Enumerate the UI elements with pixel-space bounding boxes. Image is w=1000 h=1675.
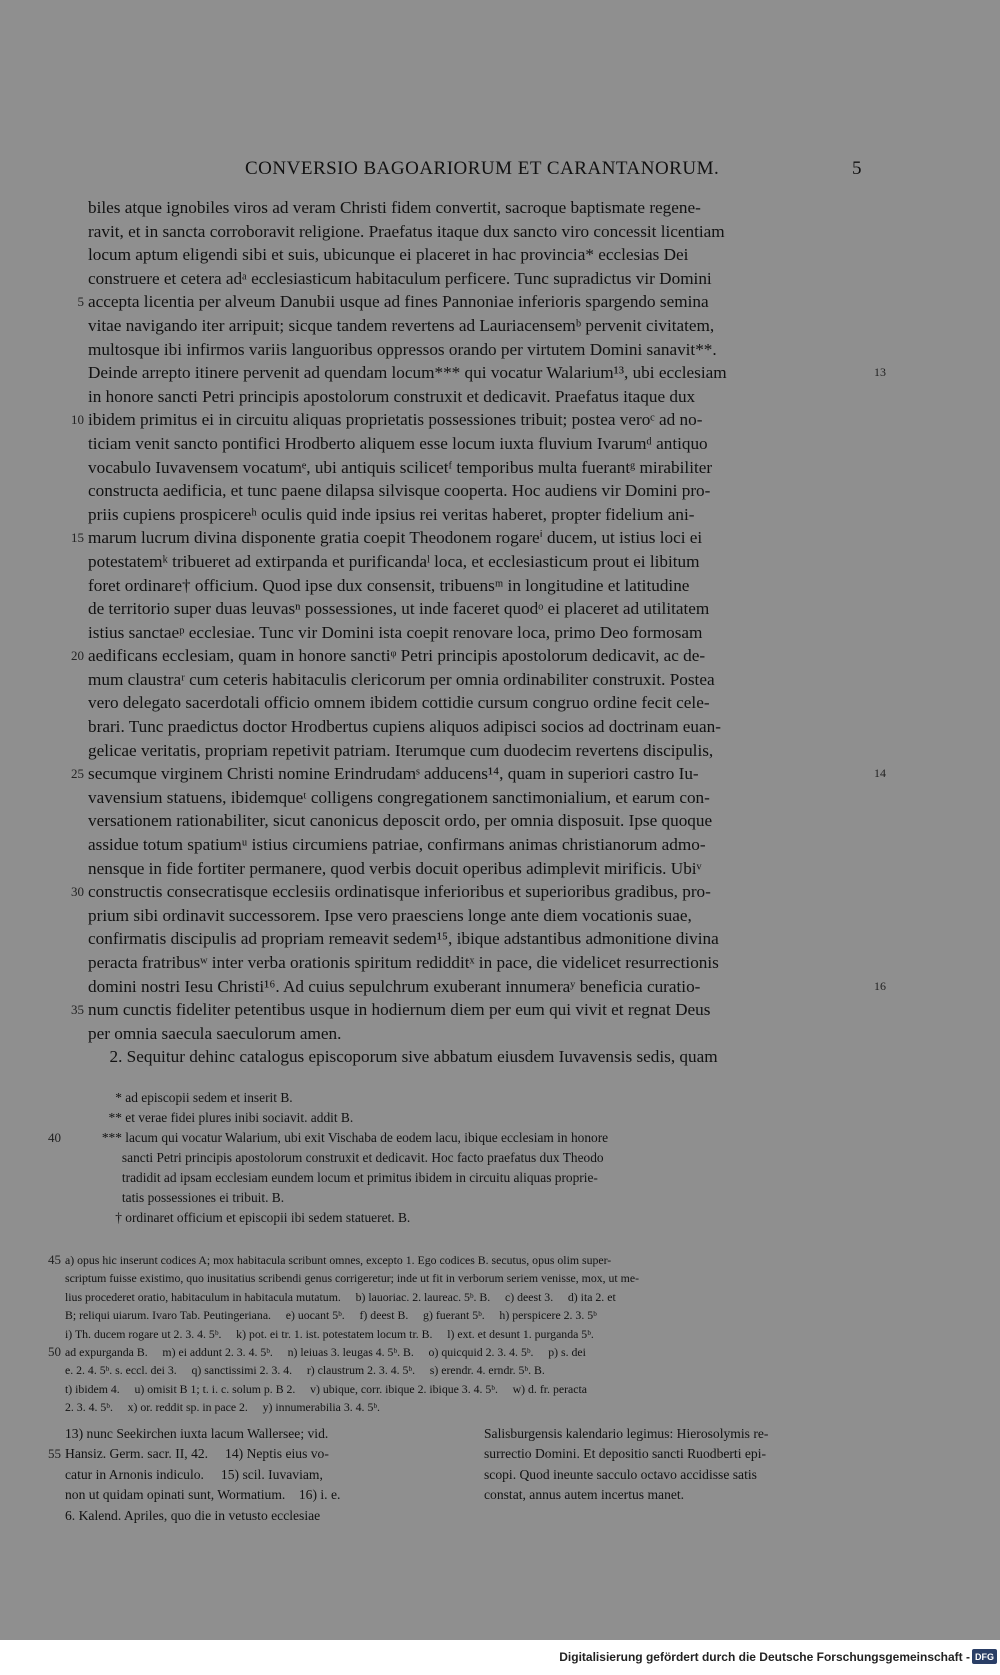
historical-note-line	[65, 1424, 485, 1444]
asterisk-note-text: tradidit ad ipsam ecclesiam eundem locum et primitus ibidem in circuitu aliquas proprie-	[65, 1170, 598, 1185]
main-text-line	[88, 597, 866, 621]
historical-note-text: non ut quidam opinati sunt, Wormatium. 16) i. e.	[65, 1487, 341, 1503]
main-text-line	[71, 998, 866, 1022]
main-text-text: accepta licentia per alveum Danubii usque ad fines Pannoniae inferioris spargendo semina	[88, 292, 709, 312]
main-text-text: mum claustraʳ cum ceteris habitaculis clericorum per omnia ordinabiliter construxit. Postea	[88, 669, 715, 689]
main-text-line	[88, 503, 866, 527]
line-number: 5	[77, 294, 84, 310]
critical-apparatus-block	[48, 1251, 885, 1417]
funding-credit: Digitalisierung gefördert durch die Deutsche Forschungsgemeinschaft -	[559, 1650, 970, 1664]
main-text-text: domini nostri Iesu Christi¹⁶. Ad cuius sepulchrum exuberant innumeraʸ beneficia curatio-	[88, 976, 701, 996]
historical-note-text: 13) nunc Seekirchen iuxta lacum Wallersee; vid.	[65, 1426, 329, 1441]
main-text-line	[88, 833, 866, 857]
critical-note-line	[65, 1269, 885, 1287]
asterisk-note-text: tatis possessiones ei tribuit. B.	[65, 1190, 285, 1205]
asterisk-note-line	[48, 1128, 865, 1148]
main-text-line	[77, 290, 866, 314]
main-text-text: constructa aedificia, et tunc paene dilapsa silvisque cooperta. Hoc audiens vir Domini pro-	[88, 481, 711, 501]
asterisk-note-line	[65, 1108, 865, 1128]
main-text-line	[88, 243, 866, 267]
asterisk-note-text: * ad episcopii sedem et inserit B.	[65, 1090, 293, 1105]
main-text-text: secumque virginem Christi nomine Erindrudamˢ adducens¹⁴, quam in superiori castro Iu-	[88, 764, 699, 784]
main-text-text: confirmatis discipulis ad propriam remeavit sedem¹⁵, ibique adstantibus admonitione divina	[88, 929, 719, 949]
critical-note-text: lius procederet oratio, habitaculum in habitacula mutatum. b) lauoriac. 2. laureac. 5ᵇ. B. c) deest 3. d) ita 2. et	[65, 1289, 616, 1304]
line-number: 45	[48, 1252, 61, 1267]
historical-note-line	[484, 1444, 864, 1464]
main-text-line	[88, 196, 866, 220]
critical-note-line	[65, 1288, 885, 1306]
line-number: 25	[71, 766, 84, 782]
page-footer	[0, 1646, 1000, 1672]
main-text-line	[88, 361, 886, 385]
historical-note-text: scopi. Quod ineunte sacculo octavo accidisse satis	[484, 1466, 757, 1482]
main-text-text: marum lucrum divina disponente gratia coepit Theodonem rogareⁱ ducem, ut istius loci ei	[88, 528, 703, 548]
margin-note-number: 16	[874, 978, 886, 993]
main-text-line	[88, 267, 866, 291]
main-text-line	[71, 644, 866, 668]
main-text-line	[88, 975, 886, 999]
main-text-line	[88, 338, 866, 362]
main-text-block	[71, 196, 886, 1069]
critical-note-line	[65, 1398, 885, 1416]
asterisk-note-line	[65, 1148, 865, 1168]
line-number: 35	[71, 1002, 84, 1018]
main-text-line	[71, 762, 886, 786]
main-text-line	[88, 904, 866, 928]
main-text-line	[88, 385, 866, 409]
historical-note-text: catur in Arnonis indiculo. 15) scil. Iuvaviam,	[65, 1466, 323, 1482]
historical-note-line	[48, 1444, 485, 1464]
historical-note-text: Salisburgensis kalendario legimus: Hierosolymis re-	[484, 1426, 769, 1441]
main-text-line	[88, 432, 866, 456]
main-text-text: vocabulo Iuvavensem vocatumᵉ, ubi antiquis scilicetᶠ temporibus multa fuerantᵍ mirabiliter	[88, 457, 713, 477]
main-text-text: vero delegato sacerdotali officio omnem ibidem cottidie cursum congruo ordine fecit cele-	[88, 693, 710, 713]
asterisk-note-text: sancti Petri principis apostolorum construxit et dedicavit. Hoc facto praefatus dux Theodo	[65, 1150, 604, 1165]
critical-note-text: scriptum fuisse existimo, quo inusitatius scribendi genus corrigeretur; inde ut fit in verborum seriem venisse, mox, ut me-	[65, 1271, 640, 1286]
line-number: 40	[48, 1130, 61, 1145]
main-text-text: prium sibi ordinavit successorem. Ipse vero praesciens longe ante diem vocationis suae,	[88, 905, 692, 925]
dfg-logo-text: DFG	[975, 1652, 994, 1662]
main-text-line	[88, 220, 866, 244]
critical-note-line	[65, 1361, 885, 1379]
main-text-text: vavensium statuens, ibidemqueᵗ colligens congregationem sanctimonialium, et earum con-	[88, 787, 710, 807]
historical-notes-right-column	[484, 1424, 864, 1506]
main-text-text: constructis consecratisque ecclesiis ordinatisque inferioribus et superioribus gradibus, pro-	[88, 882, 711, 902]
critical-note-line	[65, 1380, 885, 1398]
asterisk-note-line	[65, 1208, 865, 1228]
main-text-text: de territorio super duas leuvasⁿ possessiones, ut inde faceret quodᵒ ei placeret ad utilitatem	[88, 599, 710, 619]
historical-note-text: constat, annus autem incertus manet.	[484, 1487, 685, 1503]
main-text-line	[71, 880, 866, 904]
main-text-line	[88, 668, 866, 692]
main-text-text: foret ordinare† officium. Quod ipse dux consensit, tribuensᵐ in longitudine et latitudine	[88, 575, 690, 595]
main-text-line	[88, 1045, 866, 1069]
historical-note-line	[484, 1424, 864, 1444]
main-text-text: in honore sancti Petri principis apostolorum construxit et dedicavit. Praefatus itaque dux	[88, 386, 696, 406]
main-text-text: assidue totum spatiumᵘ istius circumiens patriae, confirmans animas christianorum admo-	[88, 835, 706, 855]
main-text-line	[71, 408, 866, 432]
dfg-logo	[972, 1649, 997, 1664]
line-number: 55	[48, 1446, 61, 1462]
historical-note-line	[65, 1465, 485, 1485]
line-number: 15	[71, 530, 84, 546]
main-text-line	[88, 951, 866, 975]
main-text-line	[88, 927, 866, 951]
margin-note-number: 13	[874, 365, 886, 380]
main-text-line	[88, 1022, 866, 1046]
margin-note-number: 14	[874, 766, 886, 781]
historical-note-line	[65, 1506, 485, 1526]
critical-note-text: e. 2. 4. 5ᵇ. s. eccl. dei 3. q) sanctissimi 2. 3. 4. r) claustrum 2. 3. 4. 5ᵇ. s) erendr. 4. erndr. 5ᵇ. B.	[65, 1363, 545, 1378]
main-text-text: Deinde arrepto itinere pervenit ad quendam locum*** qui vocatur Walarium¹³, ubi ecclesiam	[88, 363, 727, 383]
critical-note-text: t) ibidem 4. u) omisit B 1; t. i. c. solum p. B 2. v) ubique, corr. ibique 2. ibique 3. 4. 5ᵇ. w) d. fr. peracta	[65, 1381, 587, 1396]
main-text-text: versationem rationabiliter, sicut canonicus deposcit ordo, per omnia disposuit. Ipse quoque	[88, 811, 713, 831]
critical-note-line	[48, 1251, 885, 1269]
main-text-text: ibidem primitus ei in circuitu aliquas proprietatis possessiones tribuit; postea veroᶜ ad no-	[88, 410, 703, 430]
historical-note-line	[484, 1485, 864, 1505]
historical-note-line	[65, 1485, 485, 1505]
main-text-text: biles atque ignobiles viros ad veram Christi fidem convertit, sacroque baptismate regene-	[88, 198, 701, 217]
critical-note-text: B; reliqui uiarum. Ivaro Tab. Peutingeriana. e) uocant 5ᵇ. f) deest B. g) fuerant 5ᵇ. h) perspicere 2. 3. 5ᵇ	[65, 1308, 597, 1323]
main-text-text: locum aptum eligendi sibi et suis, ubicunque ei placeret in hac provincia* ecclesias Dei	[88, 245, 689, 265]
asterisk-note-text: † ordinaret officium et episcopii ibi sedem statueret. B.	[65, 1210, 411, 1225]
main-text-text: priis cupiens prospicereʰ oculis quid inde ipsius rei veritas haberet, propter fidelium ani-	[88, 504, 695, 524]
main-text-line	[88, 574, 866, 598]
asterisk-notes-block	[48, 1088, 865, 1228]
main-text-line	[88, 479, 866, 503]
line-number: 10	[71, 412, 84, 428]
main-text-text: potestatemᵏ tribueret ad extirpanda et purificandaˡ loca, et ecclesiasticum prout ei libitum	[88, 551, 700, 571]
asterisk-note-text: *** lacum qui vocatur Walarium, ubi exit Vischaba de eodem lacu, ibique ecclesiam in honore	[65, 1130, 609, 1145]
main-text-line	[88, 739, 866, 763]
critical-note-text: i) Th. ducem rogare ut 2. 3. 4. 5ᵇ. k) pot. ei tr. 1. ist. potestatem locum tr. B. l) ext. et desunt 1. purganda 5ᵇ.	[65, 1326, 594, 1341]
running-title: CONVERSIO BAGOARIORUM ET CARANTANORUM.	[245, 158, 720, 179]
asterisk-note-line	[65, 1168, 865, 1188]
main-text-line	[88, 857, 866, 881]
line-number: 30	[71, 884, 84, 900]
main-text-text: nensque in fide fortiter permanere, quod verbis docuit operibus adimplevit mirificis. Ubiᵛ	[88, 858, 702, 878]
main-text-text: num cunctis fideliter petentibus usque in hodiernum diem per eum qui vivit et regnat Deus	[88, 1000, 711, 1020]
main-text-text: multosque ibi infirmos variis languoribus oppressos orando per virtutem Domini sanavit**.	[88, 339, 717, 359]
critical-note-line	[65, 1306, 885, 1324]
critical-note-line	[65, 1325, 885, 1343]
asterisk-note-line	[65, 1088, 865, 1108]
historical-note-text: surrectio Domini. Et depositio sancti Ruodberti epi-	[484, 1446, 767, 1462]
historical-note-line	[484, 1465, 864, 1485]
main-text-text: per omnia saecula saeculorum amen.	[88, 1023, 342, 1043]
critical-note-line	[48, 1343, 885, 1361]
main-text-line	[88, 786, 866, 810]
main-text-line	[88, 456, 866, 480]
main-text-line	[71, 526, 866, 550]
page-number: 5	[852, 158, 862, 179]
critical-note-text: ad expurganda B. m) ei addunt 2. 3. 4. 5ᵇ. n) leiuas 3. leugas 4. 5ᵇ. B. o) quicquid 2. 3. 4. 5ᵇ. p) s. dei	[65, 1344, 586, 1359]
main-text-text: vitae navigando iter arripuit; sicque tandem revertens ad Lauriacensemᵇ pervenit civitatem,	[88, 315, 715, 335]
main-text-text: ticiam venit sancto pontifici Hrodberto aliquem esse locum iuxta fluvium Ivarumᵈ antiquo	[88, 433, 708, 453]
line-number: 20	[71, 648, 84, 664]
main-text-line	[88, 621, 866, 645]
asterisk-note-text: ** et verae fidei plures inibi sociavit. addit B.	[65, 1110, 354, 1125]
historical-note-text: Hansiz. Germ. sacr. II, 42. 14) Neptis eius vo-	[65, 1446, 329, 1462]
main-text-line	[88, 691, 866, 715]
main-text-text: gelicae veritatis, propriam repetivit patriam. Iterumque cum duodecim revertens discipulis,	[88, 740, 714, 760]
main-text-line	[88, 715, 866, 739]
main-text-line	[88, 809, 866, 833]
main-text-text: brari. Tunc praedictus doctor Hrodbertus cupiens aliquos adipisci socios ad doctrinam euan-	[88, 717, 721, 737]
main-text-text: aedificans ecclesiam, quam in honore sanctiᵠ Petri principis apostolorum dedicavit, ac de-	[88, 646, 706, 666]
critical-note-text: a) opus hic inserunt codices A; mox habitacula scribunt omnes, excepto 1. Ego codices B. secutus, opus olim super-	[65, 1253, 612, 1267]
main-text-line	[88, 550, 866, 574]
historical-notes-left-column	[48, 1424, 485, 1526]
historical-note-text: 6. Kalend. Apriles, quo die in vetusto ecclesiae	[65, 1507, 321, 1523]
line-number: 50	[48, 1343, 61, 1359]
main-text-line	[88, 314, 866, 338]
critical-note-text: 2. 3. 4. 5ᵇ. x) or. reddit sp. in pace 2. y) innumerabilia 3. 4. 5ᵇ.	[65, 1400, 380, 1415]
main-text-text: peracta fratribusʷ inter verba orationis spiritum redidditˣ in pace, die videlicet resurrectionis	[88, 953, 719, 972]
main-text-text: 2. Sequitur dehinc catalogus episcoporum sive abbatum eiusdem Iuvavensis sedis, quam	[88, 1047, 718, 1067]
main-text-text: istius sanctaeᵖ ecclesiae. Tunc vir Domini ista coepit renovare loca, primo Deo formosam	[88, 622, 703, 642]
main-text-text: construere et cetera adᵃ ecclesiasticum habitaculum perficere. Tunc supradictus vir Domini	[88, 268, 712, 288]
asterisk-note-line	[65, 1188, 865, 1208]
main-text-text: ravit, et in sancta corroboravit religione. Praefatus itaque dux sancto viro concessit licentiam	[88, 221, 725, 241]
